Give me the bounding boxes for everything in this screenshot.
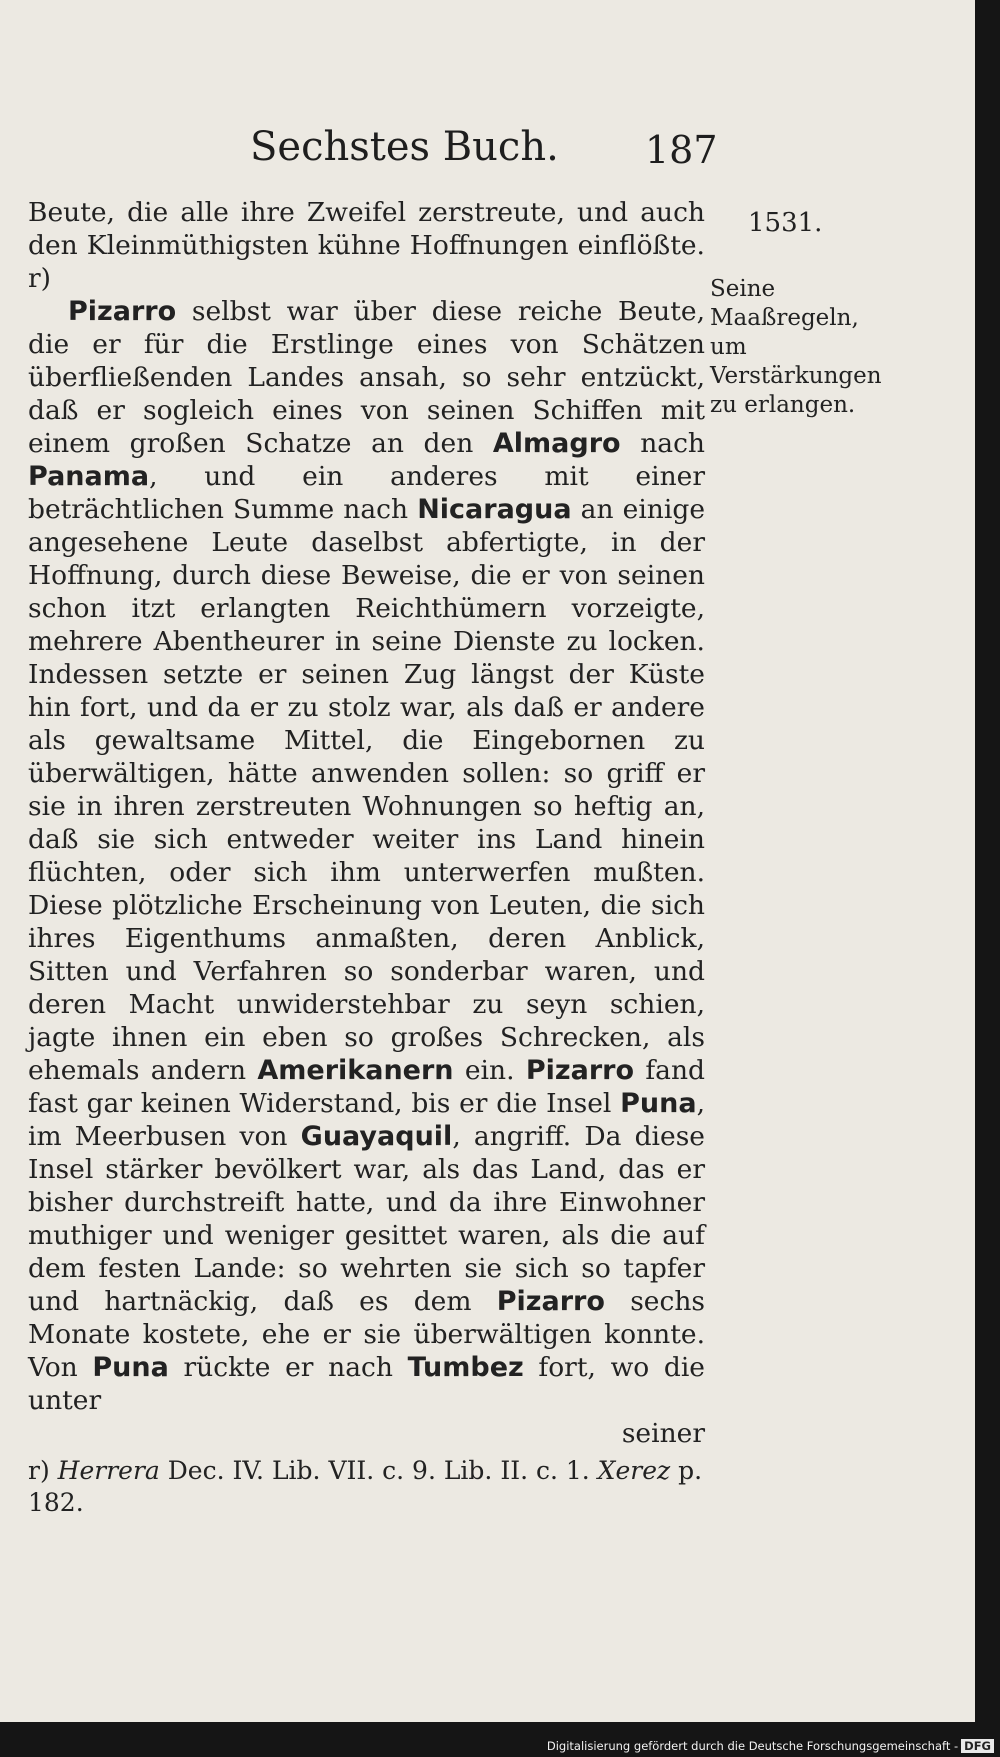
body-text xyxy=(28,196,705,1450)
text-run: , angriff. Da diese Insel stärker bevölkert war, als das Land, das er bisher durchstreift hatte, und da ihre Einwohner muthiger und weniger gesittet waren, als die auf dem festen Lande: so wehrten sie sich so tapfer und hartnäckig, daß es dem xyxy=(28,1121,705,1317)
place-guayaquil: Guayaquil xyxy=(300,1121,453,1152)
footnote xyxy=(28,1455,708,1519)
place-panama: Panama xyxy=(28,461,150,492)
footnote-ref: Dec. IV. Lib. VII. c. 9. Lib. II. c. 1. xyxy=(159,1456,598,1485)
place-nicaragua: Nicaragua xyxy=(417,494,572,525)
catchword: seiner xyxy=(621,1418,705,1449)
text-run: an einige angesehene Leute daselbst abfertigte, in der Hoffnung, durch diese Beweise, die er von seinen schon itzt erlangten Reichthümern vorzeigte, mehrere Abentheurer in seine Dienste zu locken. Indessen setzte er seinen Zug längst der Küste hin fort, und da er zu stolz war, als daß er andere als gewaltsame Mittel, die Eingebornen zu überwältigen, hätte anwenden sollen: so griff er sie in ihren zerstreuten Wohnungen so heftig an, daß sie sich entweder weiter ins Land hinein flüchten, oder sich ihm unterwerfen mußten. Diese plötzliche Erscheinung von Leuten, die sich ihres Eigenthums anmaßten, deren Anblick, Sitten und Verfahren so sonderbar waren, und deren Macht unwiderstehbar zu seyn schien, jagte ihnen ein eben so großes Schrecken, als ehemals andern xyxy=(28,494,706,1086)
footnote-author-2: Xerez xyxy=(597,1456,671,1485)
page-header xyxy=(0,124,975,184)
text-run: , und ein anderes mit einer beträchtlichen Summe nach xyxy=(28,461,705,525)
footnote-ref-2: p. 182. xyxy=(28,1456,703,1517)
name-pizarro: Pizarro xyxy=(525,1055,635,1086)
text-run: sechs Monate kostete, ehe er sie überwältigen konnte. Von xyxy=(28,1286,705,1383)
text-run: ein. xyxy=(453,1055,526,1086)
text-run: rückte er nach xyxy=(168,1352,408,1383)
running-title: Sechstes Buch. xyxy=(250,124,559,170)
text-run: fand fast gar keinen Widerstand, bis er die Insel xyxy=(28,1055,706,1119)
place-puna: Puna xyxy=(620,1088,697,1119)
name-amerikanern: Amerikanern xyxy=(257,1055,454,1086)
footnote-mark: r) xyxy=(28,1456,58,1485)
place-tumbez: Tumbez xyxy=(407,1352,524,1383)
digitization-credit xyxy=(547,1739,994,1753)
name-almagro: Almagro xyxy=(492,428,621,459)
name-pizarro: Pizarro xyxy=(68,296,177,327)
text-run: , im Meerbusen von xyxy=(28,1088,705,1152)
credit-text: Digitalisierung gefördert durch die Deutsche Forschungsgemeinschaft - xyxy=(546,1739,959,1753)
margin-year: 1531. xyxy=(748,208,823,238)
place-puna: Puna xyxy=(92,1352,169,1383)
footnote-author: Herrera xyxy=(57,1456,160,1485)
text-run: fort, wo die unter xyxy=(28,1352,705,1416)
page-number: 187 xyxy=(645,128,718,172)
dfg-logo: DFG xyxy=(961,1739,994,1753)
name-pizarro: Pizarro xyxy=(496,1286,605,1317)
paragraph-2 xyxy=(28,295,705,1417)
paragraph-1: Beute, die alle ihre Zweifel zerstreute, und auch den Kleinmüthigsten kühne Hoffnungen einflößte. r) xyxy=(28,197,705,294)
text-run: selbst war über diese reiche Beute, die er für die Erstlinge eines von Schätzen überfließenden Landes ansah, so sehr entzückt, daß er sogleich eines von seinen Schiffen mit einem großen Schatze an den xyxy=(28,296,705,459)
text-run: nach xyxy=(620,428,705,459)
margin-note: Seine Maaßregeln, um Verstärkungen zu erlangen. xyxy=(710,276,882,418)
